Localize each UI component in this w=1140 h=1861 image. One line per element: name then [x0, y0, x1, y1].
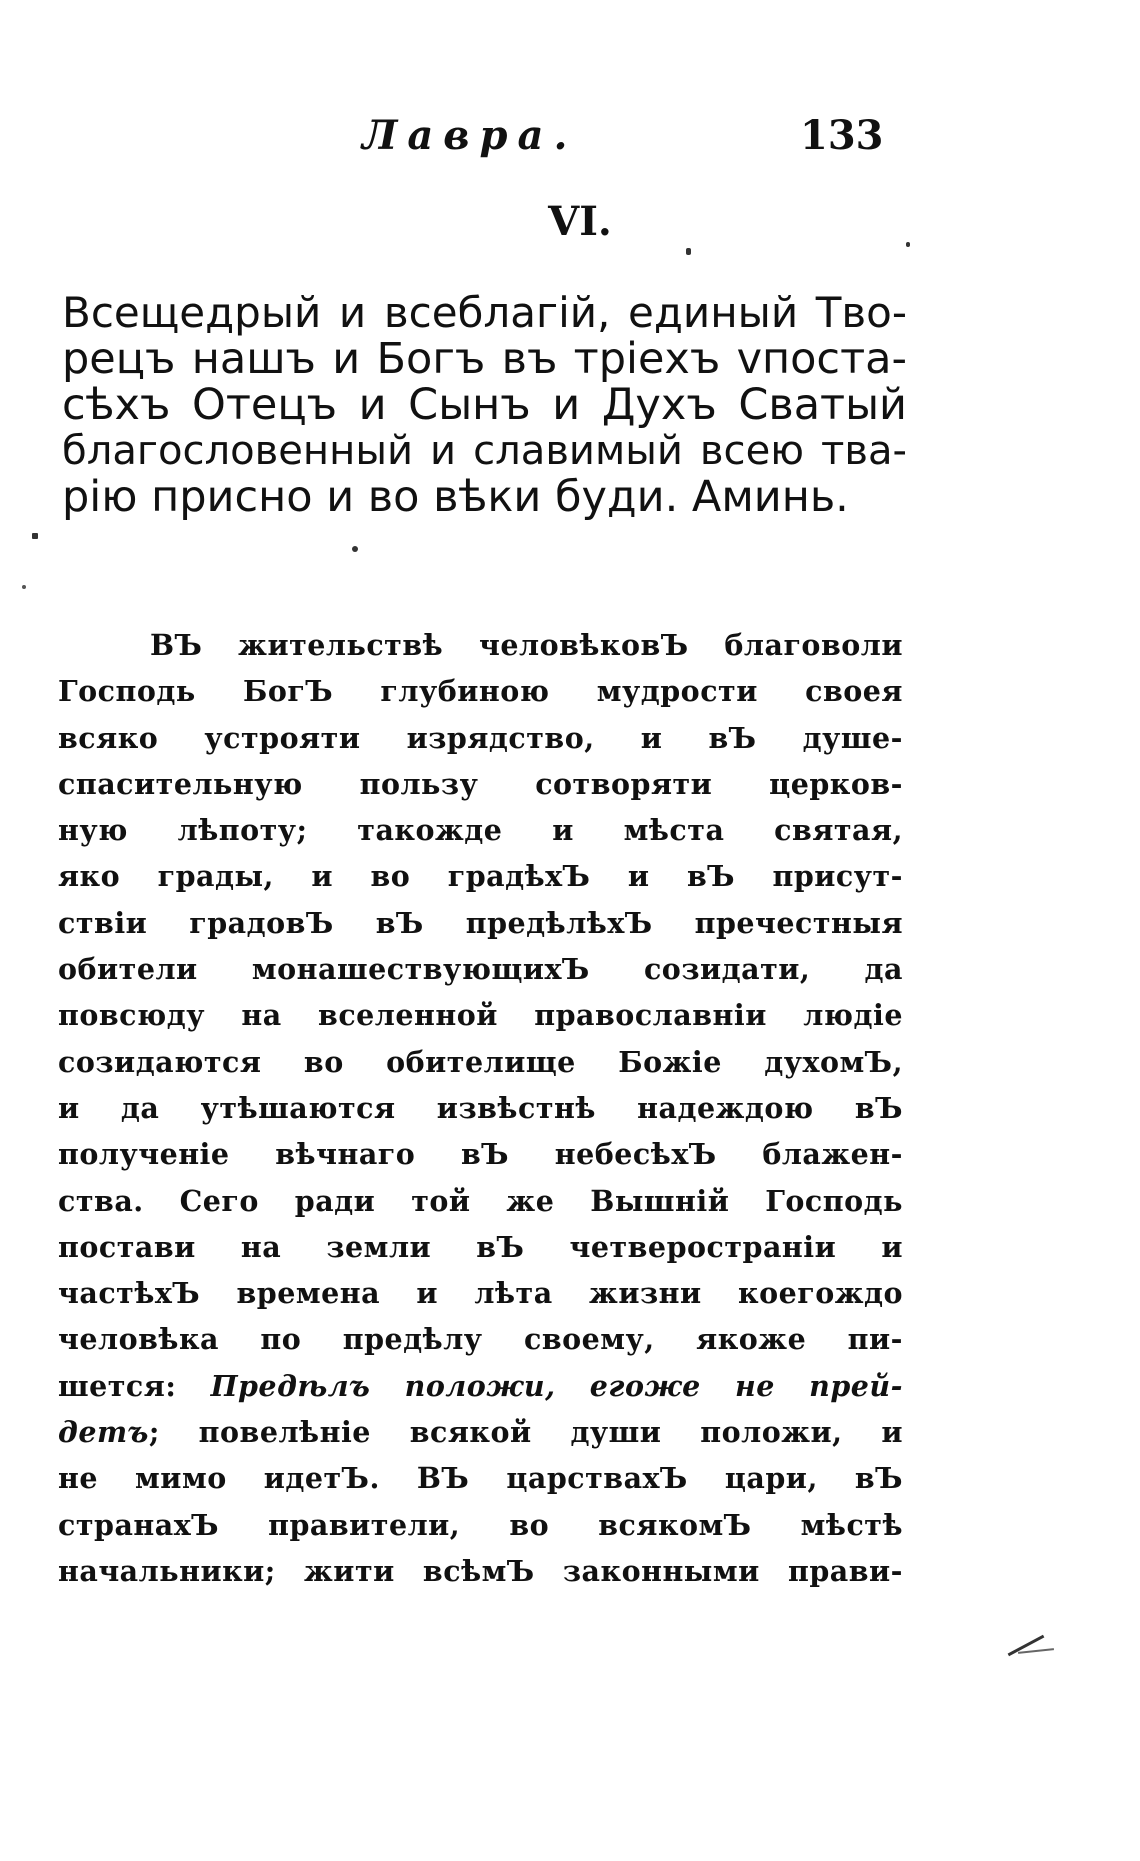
section-numeral: VI.	[548, 198, 612, 245]
print-speck	[906, 242, 910, 247]
body-line: ствіи градовЪ вЪ предѣлѣхЪ пречестныя	[58, 905, 903, 940]
print-speck	[352, 546, 358, 552]
body-line: ВЪ жительствѣ человѣковЪ благоволи	[150, 628, 903, 662]
body-line-text: шется:	[58, 1368, 211, 1403]
running-title: Лавра.	[362, 112, 578, 159]
prayer-paragraph	[62, 290, 907, 520]
margin-stroke	[1018, 1648, 1054, 1654]
body-line: частѣхЪ времена и лѣта жизни коегождо	[58, 1276, 903, 1311]
page-number: 133	[800, 112, 884, 159]
body-line: постави на земли вЪ четвеространіи и	[58, 1229, 903, 1264]
prayer-line: благословенный и славимый всею тва-	[62, 428, 907, 474]
print-speck	[22, 585, 26, 589]
body-line: всяко устрояти изрядство, и вЪ душе-	[58, 720, 903, 755]
body-line: полученіе вѣчнаго вЪ небесѣхЪ блажен-	[58, 1137, 903, 1172]
prayer-line: сѣхъ Отецъ и Сынъ и Духъ Сватый	[62, 380, 907, 430]
body-line: созидаются во обителище Божіе духомЪ,	[58, 1044, 903, 1079]
body-line: Господь БогЪ глубиною мудрости своея	[58, 674, 903, 709]
body-line: повсюду на вселенной православніи людіе	[58, 998, 903, 1033]
prayer-line: рію присно и во вѣки буди. Аминь.	[62, 472, 849, 522]
running-head	[0, 112, 1140, 172]
body-line: не мимо идетЪ. ВЪ царствахЪ цари, вЪ	[58, 1461, 903, 1496]
body-line: человѣка по предѣлу своему, якоже пи-	[58, 1322, 903, 1357]
body-line: обители монашествующихЪ созидати, да	[58, 952, 903, 987]
italic-quote: детъ	[58, 1415, 149, 1450]
body-line: странахЪ правители, во всякомЪ мѣстѣ	[58, 1507, 903, 1542]
body-line: и да утѣшаются извѣстнѣ надеждою вЪ	[58, 1090, 903, 1125]
print-speck	[32, 533, 38, 539]
body-line: спасительную пользу сотворяти церков-	[58, 766, 903, 801]
body-line	[58, 1409, 903, 1455]
prayer-line: рецъ нашъ и Богъ въ тріехъ vпоста-	[62, 334, 907, 384]
body-line: яко грады, и во градѣхЪ и вЪ присут-	[58, 859, 903, 894]
body-line-text: ; повелѣніе всякой души положи, и	[148, 1415, 903, 1450]
print-speck	[686, 248, 691, 255]
body-paragraph	[58, 622, 903, 1594]
body-line: ную лѣпоту; такожде и мѣста святая,	[58, 813, 903, 848]
body-line: начальники; жити всѣмЪ законными прави-	[58, 1553, 903, 1588]
body-line: ства. Сего ради той же Вышній Господь	[58, 1183, 903, 1218]
body-line	[58, 1363, 903, 1409]
prayer-line: Всещедрый и всеблагій, единый Тво-	[62, 288, 907, 337]
italic-quote: Предѣлъ положи, егоже не прей-	[210, 1368, 903, 1403]
